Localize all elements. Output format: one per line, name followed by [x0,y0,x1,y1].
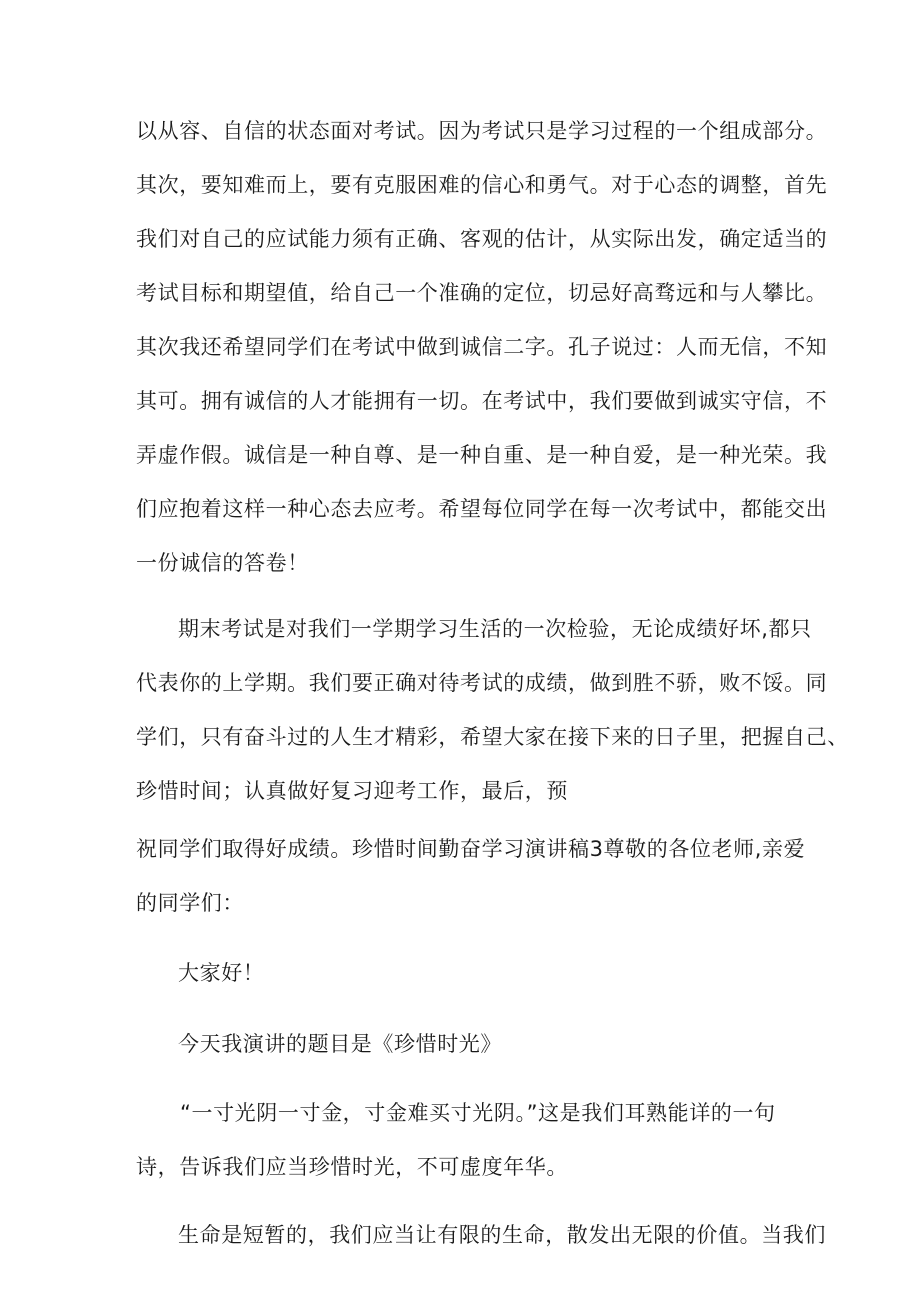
text-line-16: 大家好！ [178,961,265,985]
text-line-6: 其可。拥有诚信的人才能拥有一切。在考试中，我们要做到诚实守信，不 [136,389,828,413]
text-line-9: 一份诚信的答卷！ [136,551,309,575]
text-line-1: 以从容、自信的状态面对考试。因为考试只是学习过程的一个组成部分。 [136,119,828,143]
text-line-14: 祝同学们取得好成绩。珍惜时间勤奋学习演讲稿3尊敬的各位老师,亲爱 [136,837,806,861]
text-line-15: 的同学们： [136,891,244,915]
text-line-13: 珍惜时间；认真做好复习迎考工作，最后，预 [136,779,568,803]
text-line-8: 们应抱着这样一种心态去应考。希望每位同学在每一次考试中，都能交出 [136,497,828,521]
text-line-20: 生命是短暂的，我们应当让有限的生命，散发出无限的价值。当我们 [178,1223,826,1247]
text-line-5: 其次我还希望同学们在考试中做到诚信二字。孔子说过：人而无信，不知 [136,335,828,359]
text-line-7: 弄虚作假。诚信是一种自尊、是一种自重、是一种自爱，是一种光荣。我 [136,443,828,467]
text-line-10: 期末考试是对我们一学期学习生活的一次检验，无论成绩好坏,都只 [178,617,812,641]
text-line-19: 诗，告诉我们应当珍惜时光，不可虚度年华。 [136,1155,568,1179]
text-line-17: 今天我演讲的题目是《珍惜时光》 [178,1032,502,1056]
text-line-3: 我们对自己的应试能力须有正确、客观的估计，从实际出发，确定适当的 [136,227,828,251]
text-line-2: 其次，要知难而上，要有克服困难的信心和勇气。对于心态的调整，首先 [136,173,828,197]
text-line-4: 考试目标和期望值，给自己一个准确的定位，切忌好高骛远和与人攀比。 [136,281,828,305]
text-line-11: 代表你的上学期。我们要正确对待考试的成绩，做到胜不骄，败不馁。同 [136,671,828,695]
text-line-12: 学们，只有奋斗过的人生才精彩，希望大家在接下来的日子里，把握自己、 [136,725,849,749]
text-line-18: “一寸光阴一寸金，寸金难买寸光阴。”这是我们耳熟能详的一句 [180,1101,776,1125]
